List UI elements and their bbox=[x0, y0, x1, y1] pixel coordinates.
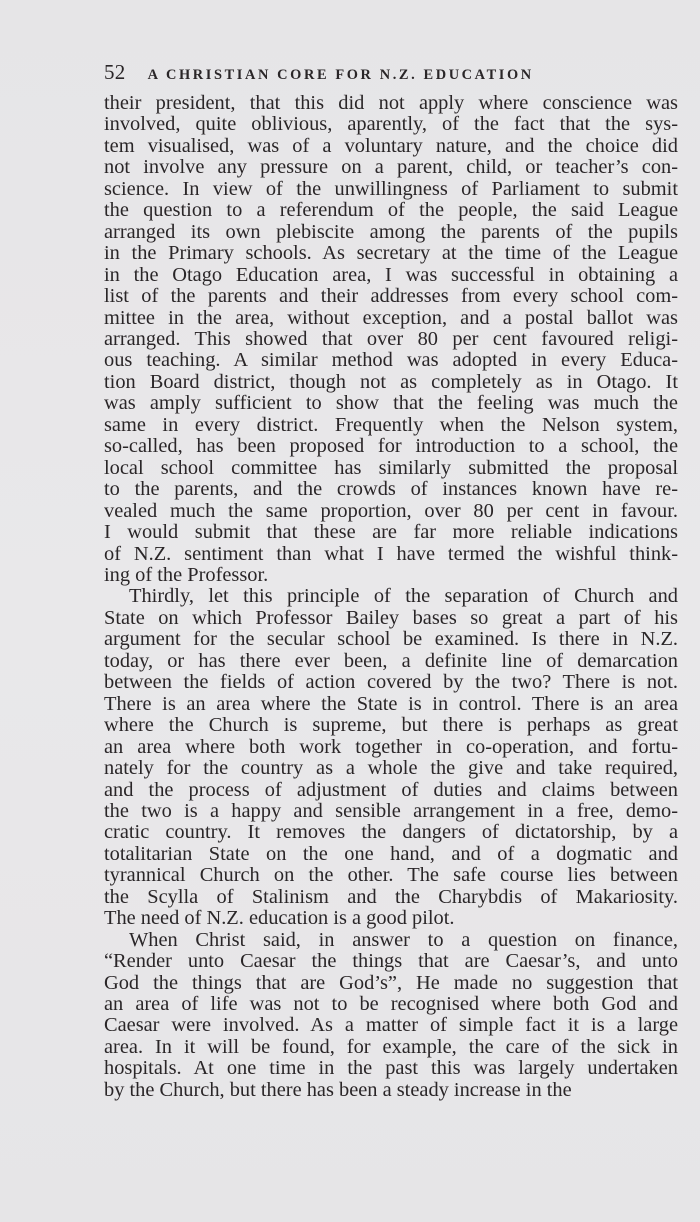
text-line: tion Board district, though not as completely as in Otago. It bbox=[104, 370, 678, 393]
text-line: in the Otago Education area, I was successful in obtaining a bbox=[104, 263, 678, 286]
text-line: vealed much the same proportion, over 80 per cent in favour. bbox=[104, 499, 678, 522]
text-line: local school committee has similarly submitted the proposal bbox=[104, 456, 678, 479]
text-line: argument for the secular school be examined. Is there in N.Z. bbox=[104, 628, 678, 651]
paragraph bbox=[104, 93, 678, 586]
text-line: list of the parents and their addresses from every school com- bbox=[104, 285, 678, 308]
text-line: so-called, has been proposed for introduction to a school, the bbox=[104, 435, 678, 458]
paragraph bbox=[104, 586, 678, 929]
text-line: same in every district. Frequently when the Nelson system, bbox=[104, 413, 678, 436]
text-line: Thirdly, let this principle of the separation of Church and bbox=[129, 585, 678, 608]
text-line: State on which Professor Bailey bases so great a part of his bbox=[104, 606, 678, 629]
text-line: their president, that this did not apply where conscience was bbox=[104, 92, 678, 114]
text-line: and the process of adjustment of duties and claims between bbox=[104, 778, 678, 801]
text-line: nately for the country as a whole the give and take required, bbox=[104, 757, 678, 780]
page-number: 52 bbox=[104, 60, 126, 84]
text-line: “Render unto Caesar the things that are Caesar’s, and unto bbox=[104, 950, 678, 973]
page-header bbox=[104, 60, 678, 90]
text-line: the two is a happy and sensible arrangement in a free, demo- bbox=[104, 799, 678, 822]
text-line: I would submit that these are far more reliable indications bbox=[104, 521, 678, 544]
text-line: between the fields of action covered by the two? There is not. bbox=[104, 671, 678, 694]
text-line: cratic country. It removes the dangers of dictatorship, by a bbox=[104, 821, 678, 844]
text-line: not involve any pressure on a parent, child, or teacher’s con- bbox=[104, 156, 678, 179]
text-line: in the Primary schools. As secretary at the time of the League bbox=[104, 242, 678, 265]
text-line: totalitarian State on the one hand, and of a dogmatic and bbox=[104, 842, 678, 865]
text-line: hospitals. At one time in the past this was largely undertaken bbox=[104, 1057, 678, 1080]
text-line: tyrannical Church on the other. The safe course lies between bbox=[104, 864, 678, 887]
text-line: ing of the Professor. bbox=[104, 563, 269, 586]
text-line: science. In view of the unwillingness of Parliament to submit bbox=[104, 177, 678, 200]
text-line: tem visualised, was of a voluntary nature, and the choice did bbox=[104, 134, 678, 157]
body-text bbox=[104, 93, 678, 1101]
text-line: arranged its own plebiscite among the parents of the pupils bbox=[104, 220, 678, 243]
paragraph bbox=[104, 930, 678, 1102]
text-line: The need of N.Z. education is a good pilot. bbox=[104, 907, 455, 930]
text-line: When Christ said, in answer to a question on finance, bbox=[129, 928, 678, 951]
text-line: involved, quite oblivious, aparently, of the fact that the sys- bbox=[104, 113, 678, 136]
text-line: to the parents, and the crowds of instances known have re- bbox=[104, 478, 678, 501]
text-line: an area of life was not to be recognised where both God and bbox=[104, 993, 678, 1016]
text-line: an area where both work together in co-operation, and fortu- bbox=[104, 735, 678, 758]
text-line: was amply sufficient to show that the feeling was much the bbox=[104, 392, 678, 415]
text-line: the Scylla of Stalinism and the Charybdis of Makariosity. bbox=[104, 885, 678, 908]
text-line: where the Church is supreme, but there is perhaps as great bbox=[104, 714, 678, 737]
text-line: mittee in the area, without exception, and a postal ballot was bbox=[104, 306, 678, 329]
text-line: of N.Z. sentiment than what I have termed the wishful think- bbox=[104, 542, 678, 565]
running-title: A CHRISTIAN CORE FOR N.Z. EDUCATION bbox=[147, 67, 534, 83]
text-line: Caesar were involved. As a matter of simple fact it is a large bbox=[104, 1014, 678, 1037]
text-line: by the Church, but there has been a steady increase in the bbox=[104, 1078, 572, 1101]
text-line: today, or has there ever been, a definite line of demarcation bbox=[104, 649, 678, 672]
text-line: God the things that are God’s”, He made no suggestion that bbox=[104, 971, 678, 994]
text-line: arranged. This showed that over 80 per cent favoured religi- bbox=[104, 327, 678, 350]
text-line: the question to a referendum of the people, the said League bbox=[104, 199, 678, 222]
text-line: area. In it will be found, for example, the care of the sick in bbox=[104, 1035, 678, 1058]
text-line: ous teaching. A similar method was adopted in every Educa- bbox=[104, 349, 678, 372]
text-line: There is an area where the State is in control. There is an area bbox=[104, 692, 678, 715]
